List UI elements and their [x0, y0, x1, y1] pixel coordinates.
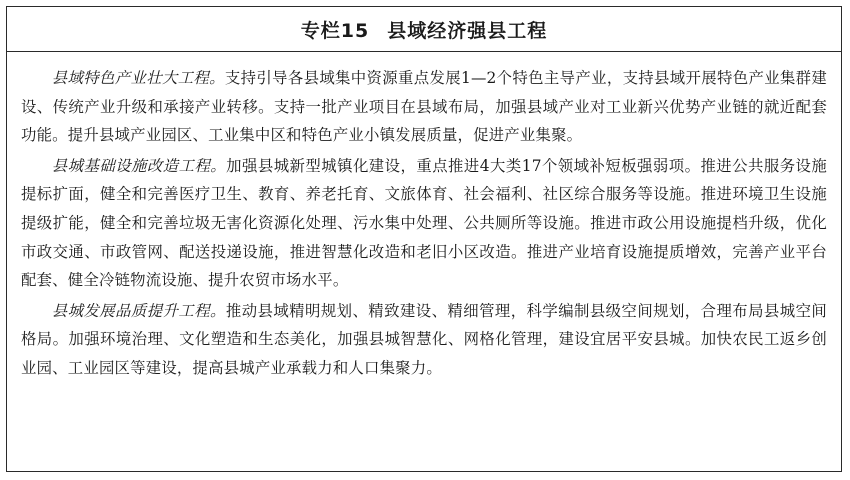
paragraph-body: 加强县城新型城镇化建设，重点推进4大类17个领域补短板强弱项。推进公共服务设施提标扩面，健全和完善医疗卫生、教育、养老托育、文旅体育、社会福利、社区综合服务等设施。推进环境卫生设施提级扩能，健全和完善垃圾无害化资源化处理、污水集中处理、公共厕所等设施。推进市政公用设施提档升级，优化市政交通、市政管网、配送投递设施，推进智慧化改造和老旧小区改造。推进产业培育设施提质增效，完善产业平台配套、健全冷链物流设施、提升农贸市场水平。: [21, 156, 827, 290]
paragraph-body: 支持引导各县域集中资源重点发展1—2个特色主导产业，支持县域开展特色产业集群建设、传统产业升级和承接产业转移。支持一批产业项目在县域布局，加强县域产业对工业新兴优势产业链的就近配套功能。提升县域产业园区、工业集中区和特色产业小镇发展质量，促进产业集聚。: [21, 69, 827, 145]
column-heading: 县域经济强县工程: [387, 19, 548, 42]
column-title: [301, 16, 547, 43]
paragraph-lead: 县域特色产业壮大工程。: [51, 69, 225, 87]
paragraph-quality: [21, 297, 827, 383]
paragraph-infrastructure: [21, 152, 827, 295]
column-content: [7, 52, 841, 383]
column-label: 专栏15: [300, 19, 370, 42]
paragraph-lead: 县城基础设施改造工程。: [51, 156, 227, 175]
column-header: [7, 7, 841, 52]
paragraph-industry: [21, 64, 827, 150]
paragraph-body: 推动县域精明规划、精致建设、精细管理，科学编制县级空间规划，合理布局县城空间格局。加强环境治理、文化塑造和生态美化，加强县城智慧化、网格化管理，建设宜居平安县城。加快农民工返乡创业园、工业园区等建设，提高县城产业承载力和人口集聚力。: [21, 301, 827, 377]
column-box: [6, 6, 842, 472]
paragraph-lead: 县城发展品质提升工程。: [51, 301, 226, 320]
